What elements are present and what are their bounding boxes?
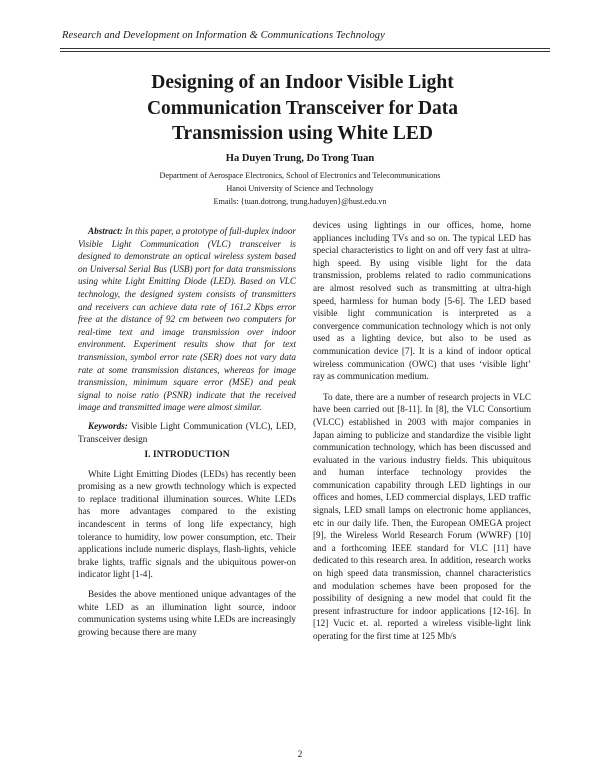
affiliation-university: Hanoi University of Science and Technology <box>226 184 374 193</box>
header-rule-top <box>60 48 550 49</box>
author-emails: Emails: {tuan.dotrong, trung.haduyen}@hust.edu.vn <box>213 197 387 206</box>
keywords <box>78 420 296 445</box>
intro-paragraph-1: White Light Emitting Diodes (LEDs) has recently been promising as a new growth technology which is expected to replace traditional illumination sources. White LEDs has more advantages compared to the existing incandescent in terms of long life expectancy, high tolerance to humidity, low power consumption, etc. Their applications include numeric displays, flash-lights, vehicle brake lights, traffic signals and the ubiquitous power-on indicator light [1-4]. <box>78 468 296 580</box>
right-column <box>313 219 531 650</box>
header-rule-bottom <box>60 51 550 52</box>
abstract <box>78 225 296 414</box>
section-heading-introduction: I. INTRODUCTION <box>144 449 230 461</box>
right-paragraph-1: devices using lightings in our offices, home, home appliances including TVs and so on. The typical LED has special characteristics to light on and off very fast at ultra-high speed. By using visible light for the data transmission, problems related to radio communications are almost resolved such as transmitting at ultra-high speed, harmless for human body [5-6]. The LED based visible light communication is interpreted as a convergence communication technology which is not only used as a lighting device, but also to be used as communication device [7]. It is a kind of indoor optical wireless communication (OWC) that uses ‘visible light’ ray as communication medium. <box>313 220 531 382</box>
abstract-label: Abstract: <box>88 226 123 236</box>
affiliation-department: Department of Aerospace Electronics, School of Electronics and Telecommunications <box>159 171 441 180</box>
intro-paragraph-2: Besides the above mentioned unique advantages of the white LED as an illumination light source, indoor communication systems using white LEDs are increasingly growing because there are many <box>78 589 296 637</box>
keywords-text: Visible Light Communication (VLC), LED, Transceiver design <box>78 420 296 444</box>
right-paragraph-2: To date, there are a number of research projects in VLC have been carried out [8-11]. In [8], the VLC Consortium (VLCC) established in 2003 with major companies in Japan aiming to publicize and standardize the visible light communication technology, which has been discussed and evaluated in the various industry fields. This ubiquitous and human interface technology provides the communication capability through LED lightings in our offices and homes, LED commercial displays, LED traffic signals, LED small lamps on electronic home appliances, etc in our daily life. Then, the European OMEGA project [9], the Wireless World Research Forum (WWRF) [10] and a forthcoming IEEE standard for VLC [11] have dedicated to this research area. In addition, research works on high speed data transmission, channel characteristics and modulation schemes have been proposed for the possibility of designing a new model that could fit the present infrastructure for indoor applications [12-16]. In [12] Vucic et. al. reported a wireless visible-light link operating for the first time at 125 Mb/s <box>313 391 531 641</box>
authors: Ha Duyen Trung, Do Trong Tuan <box>225 153 375 164</box>
keywords-label: Keywords: <box>88 420 128 431</box>
paper-title: Designing of an Indoor Visible Light Communication Transceiver for Data Transmission using White LED <box>146 72 459 144</box>
left-column <box>78 225 296 645</box>
abstract-text: In this paper, a prototype of full-duplex indoor Visible Light Communication (VLC) transceiver is designed to demonstrate an optical wireless system based on Universal Serial Bus (USB) port for data transmissions using white Light Emitting Diode (LED). Based on VLC technology, the designed system consists of transmitters and receivers can achieve data rate of 161.2 Kbps error free at the distance of 92 cm between two computers for real-time text and image transmission over indoor environment. Experiment results show that for text transmission, symbol error rate (SER) does not vary data rate at some transmission distances, whereas for image transmission, minimum square error (MSE) and peak signal to noise ratio (PSNR) indicate that the received image and transmitted image were almost similar. <box>78 226 296 413</box>
page-number: 2 <box>297 750 303 760</box>
journal-header: Research and Development on Information & Communications Technology <box>62 30 385 41</box>
